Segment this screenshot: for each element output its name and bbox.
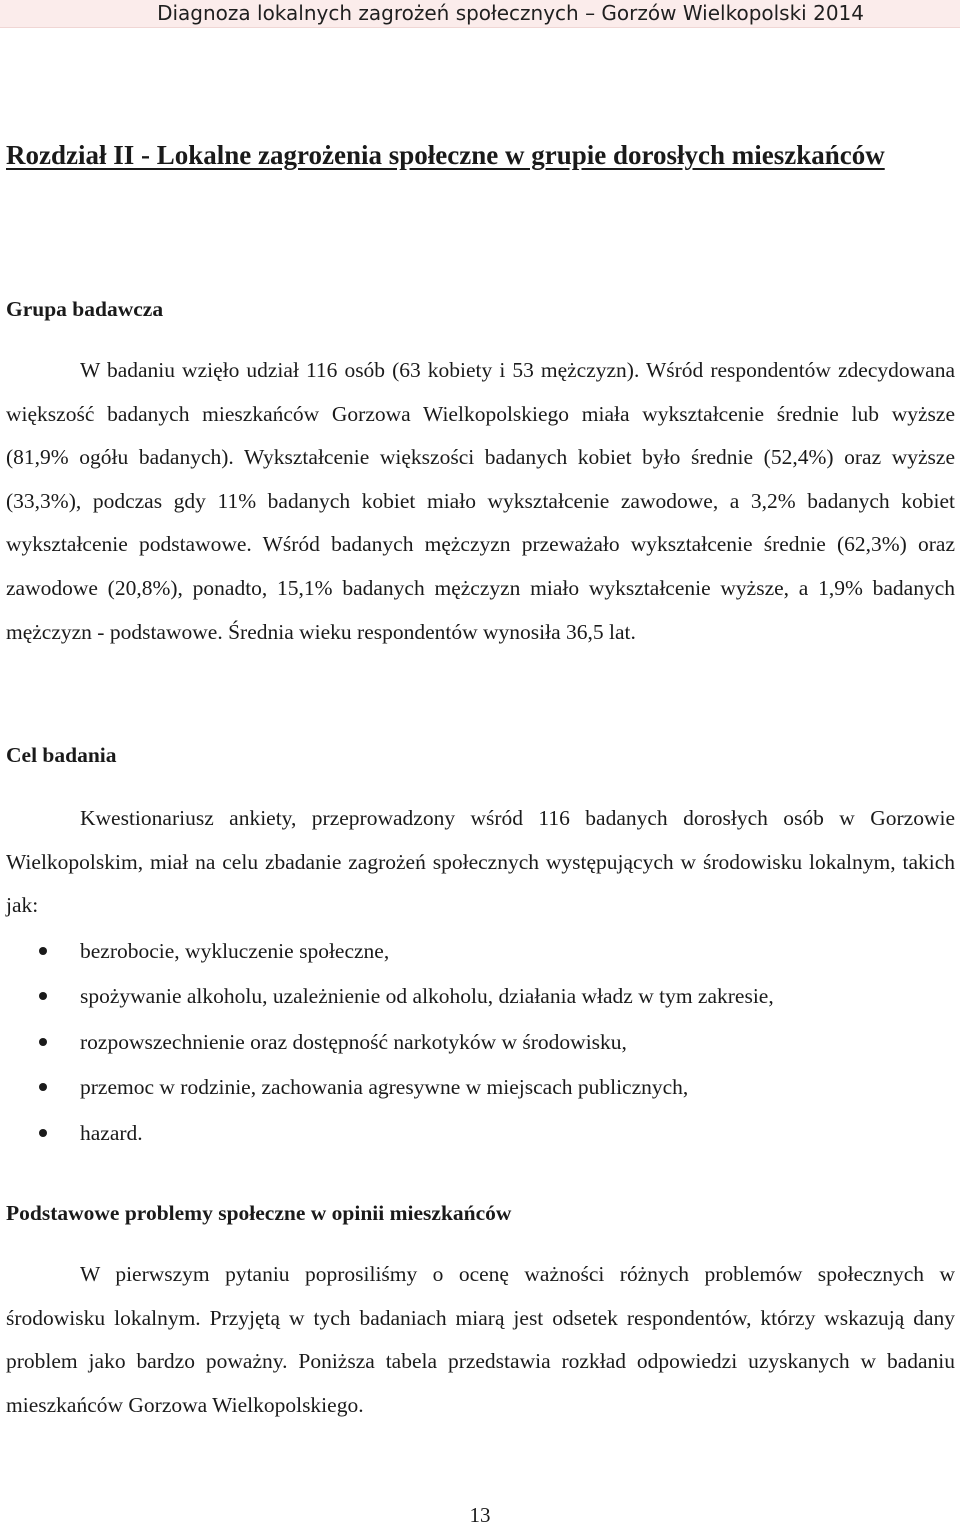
threats-list <box>0 929 960 1156</box>
list-item <box>0 974 960 1019</box>
list-item-text: hazard. <box>80 1120 143 1145</box>
bullet-icon <box>39 1038 47 1046</box>
bullet-icon <box>39 1083 47 1091</box>
research-group-paragraph: W badaniu wzięło udział 116 osób (63 kobiety i 53 mężczyzn). Wśród respondentów zdecydowana większość badanych mieszkańców Gorzowa Wielkopolskiego miała wykształcenie średnie lub wyższe (81,9% ogółu badanych). Wykształcenie większości badanych kobiet było średnie (52,4%) oraz wyższe (33,3%), podczas gdy 11% badanych kobiet miało wykształcenie zawodowe, a 3,2% badanych kobiet wykształcenie podstawowe. Wśród badanych mężczyzn przeważało wykształcenie średnie (62,3%) oraz zawodowe (20,8%), ponadto, 15,1% badanych mężczyzn miało wykształcenie wyższe, a 1,9% badanych mężczyzn - podstawowe. Średnia wieku respondentów wynosiła 36,5 lat. <box>6 358 955 644</box>
bullet-icon <box>39 947 47 955</box>
list-item-text: rozpowszechnienie oraz dostępność narkotyków w środowisku, <box>80 1029 627 1054</box>
research-goal-paragraph: Kwestionariusz ankiety, przeprowadzony wśród 116 badanych dorosłych osób w Gorzowie Wielkopolskim, miał na celu zbadanie zagrożeń społecznych występujących w środowisku lokalnym, takich jak: <box>6 806 955 918</box>
bullet-icon <box>39 992 47 1000</box>
list-item-text: przemoc w rodzinie, zachowania agresywne w miejscach publicznych, <box>80 1075 689 1100</box>
list-item <box>0 1111 960 1156</box>
section-heading-research-goal: Cel badania <box>6 743 117 767</box>
running-header <box>0 0 960 28</box>
list-item <box>0 929 960 974</box>
basic-problems-paragraph: W pierwszym pytaniu poprosiliśmy o ocenę ważności różnych problemów społecznych w środowisku lokalnym. Przyjętą w tych badaniach miarą jest odsetek respondentów, którzy wskazują dany problem jako bardzo poważny. Poniższa tabela przedstawia rozkład odpowiedzi uzyskanych w badaniu mieszkańców Gorzowa Wielkopolskiego. <box>6 1262 955 1417</box>
section-heading-research-group: Grupa badawcza <box>6 297 164 321</box>
chapter-title: Rozdział II - Lokalne zagrożenia społeczne w grupie dorosłych mieszkańców <box>6 140 885 170</box>
list-item <box>0 1020 960 1065</box>
section-heading-basic-problems: Podstawowe problemy społeczne w opinii mieszkańców <box>6 1201 512 1225</box>
list-item <box>0 1065 960 1110</box>
list-item-text: spożywanie alkoholu, uzależnienie od alkoholu, działania władz w tym zakresie, <box>80 984 774 1009</box>
bullet-icon <box>39 1129 47 1137</box>
list-item-text: bezrobocie, wykluczenie społeczne, <box>80 939 390 963</box>
page-number: 13 <box>469 1503 491 1527</box>
running-header-text: Diagnoza lokalnych zagrożeń społecznych – Gorzów Wielkopolski 2014 <box>157 1 864 25</box>
